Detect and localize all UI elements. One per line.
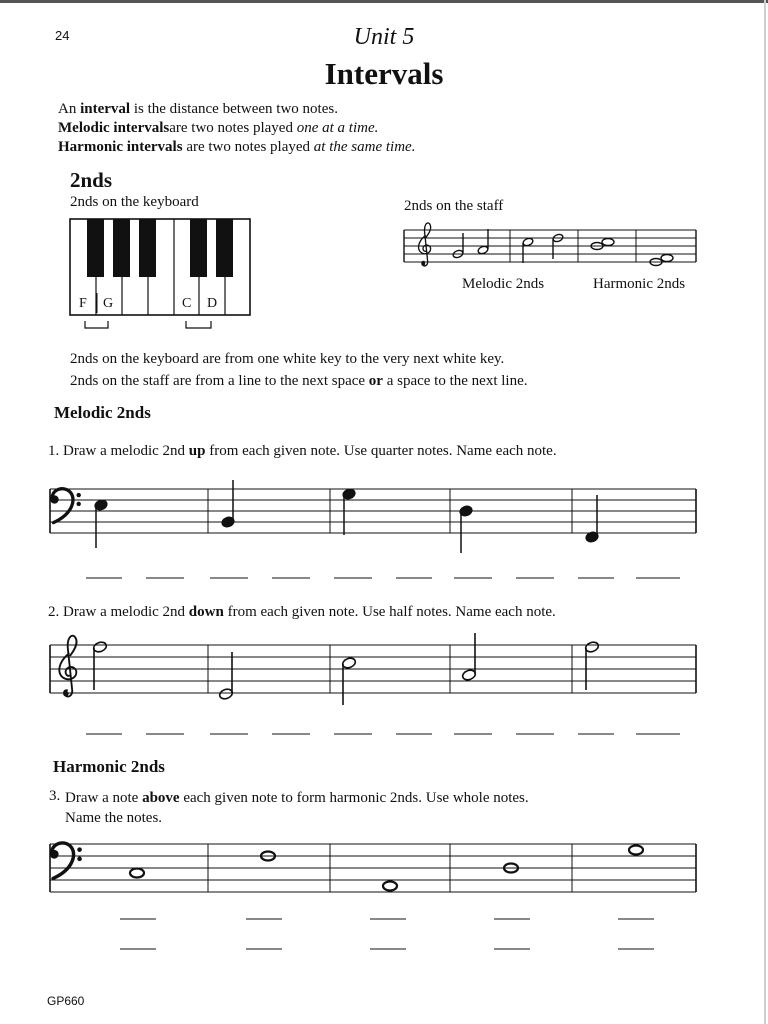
harmonic-2nds-heading: Harmonic 2nds [53,757,165,776]
bass-clef-icon [50,843,82,878]
question-3-line-2: Name the notes. [65,810,163,826]
melodic-2nds-heading: Melodic 2nds [54,403,151,422]
fg-bracket [85,321,108,328]
harmonic-2nds-caption: Harmonic 2nds [593,276,686,292]
question-3-line-1: Draw a note above each given note to form harmonic 2nds. Use whole notes. [65,790,529,806]
intro-line-3: Harmonic intervals are two notes played at the same time. [58,139,416,155]
cd-bracket [186,321,211,328]
example-staff [404,223,696,266]
intro-line-2: Melodic intervalsare two notes played one at a time. [58,120,379,136]
keyboard-label: 2nds on the keyboard [70,194,199,210]
exercise-3-staff [50,843,696,949]
treble-clef-icon [419,223,431,266]
key-label-c: C [182,296,192,311]
page-number: 24 [55,28,70,43]
staff-label: 2nds on the staff [404,198,504,214]
unit-label: Unit 5 [353,24,415,50]
key-label-g: G [103,296,114,311]
melodic-2nds-caption: Melodic 2nds [462,276,545,292]
keyboard-diagram [70,219,250,328]
exercise-1-staff [50,480,696,578]
key-label-f: F [79,296,87,311]
key-label-d: D [207,296,218,311]
bass-clef-icon [50,489,81,523]
intro-line-1: An interval is the distance between two notes. [58,101,338,117]
exercise-2-staff [50,633,696,734]
question-2: 2. Draw a melodic 2nd down from each given note. Use half notes. Name each note. [48,604,556,620]
page-title: Intervals [324,56,444,91]
question-1: 1. Draw a melodic 2nd up from each given note. Use quarter notes. Name each note. [48,443,557,459]
footer-code: GP660 [47,994,85,1008]
rule-line-2: 2nds on the staff are from a line to the next space or a space to the next line. [70,373,528,389]
question-3-number: 3. [49,788,61,804]
seconds-heading: 2nds [70,168,113,192]
rule-line-1: 2nds on the keyboard are from one white key to the very next white key. [70,351,505,367]
